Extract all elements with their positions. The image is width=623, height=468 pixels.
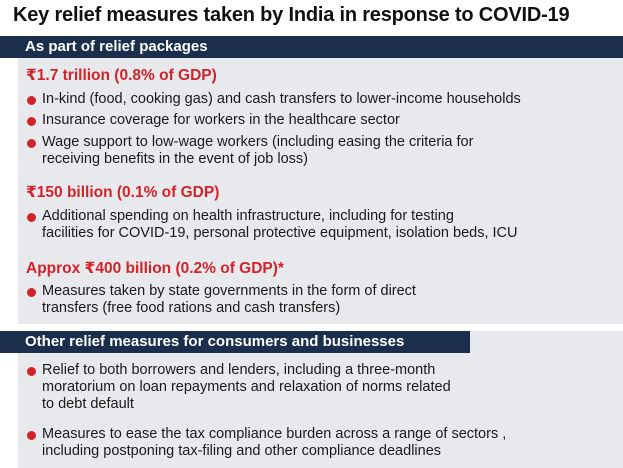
amount-heading-1-7-trillion: ₹1.7 trillion (0.8% of GDP) [26,67,217,84]
list-item: Measures to ease the tax compliance burden across a range of sectors , including postponing tax-filing and other compliance deadlines [42,426,507,459]
amount-heading-400-billion: Approx ₹400 billion (0.2% of GDP)* [26,260,284,277]
list-item: Additional spending on health infrastructure, including for testing facilities for COVID-19, personal protective equipment, isolation beds, ICU [42,208,518,241]
list-item: Measures taken by state governments in the form of direct transfers (free food rations and cash transfers) [42,283,416,316]
bullet-icon [27,96,36,105]
list-item: Relief to both borrowers and lenders, including a three-month moratorium on loan repayments and relaxation of norms related to debt default [42,362,451,412]
bullet-icon [27,288,36,297]
section-heading-filler [470,331,623,353]
page-title: Key relief measures taken by India in response to COVID-19 [13,4,570,26]
bullet-icon [27,117,36,126]
section-heading-other-relief: Other relief measures for consumers and businesses [0,331,470,353]
list-item: In-kind (food, cooking gas) and cash transfers to lower-income households [42,91,521,107]
bullet-icon [27,213,36,222]
list-item: Insurance coverage for workers in the healthcare sector [42,112,400,128]
section-heading-relief-packages: As part of relief packages [0,36,623,58]
amount-heading-150-billion: ₹150 billion (0.1% of GDP) [26,184,220,201]
bullet-icon [27,367,36,376]
bullet-icon [27,139,36,148]
list-item: Wage support to low-wage workers (including easing the criteria for receiving benefits in the event of job loss) [42,134,474,167]
bullet-icon [27,431,36,440]
